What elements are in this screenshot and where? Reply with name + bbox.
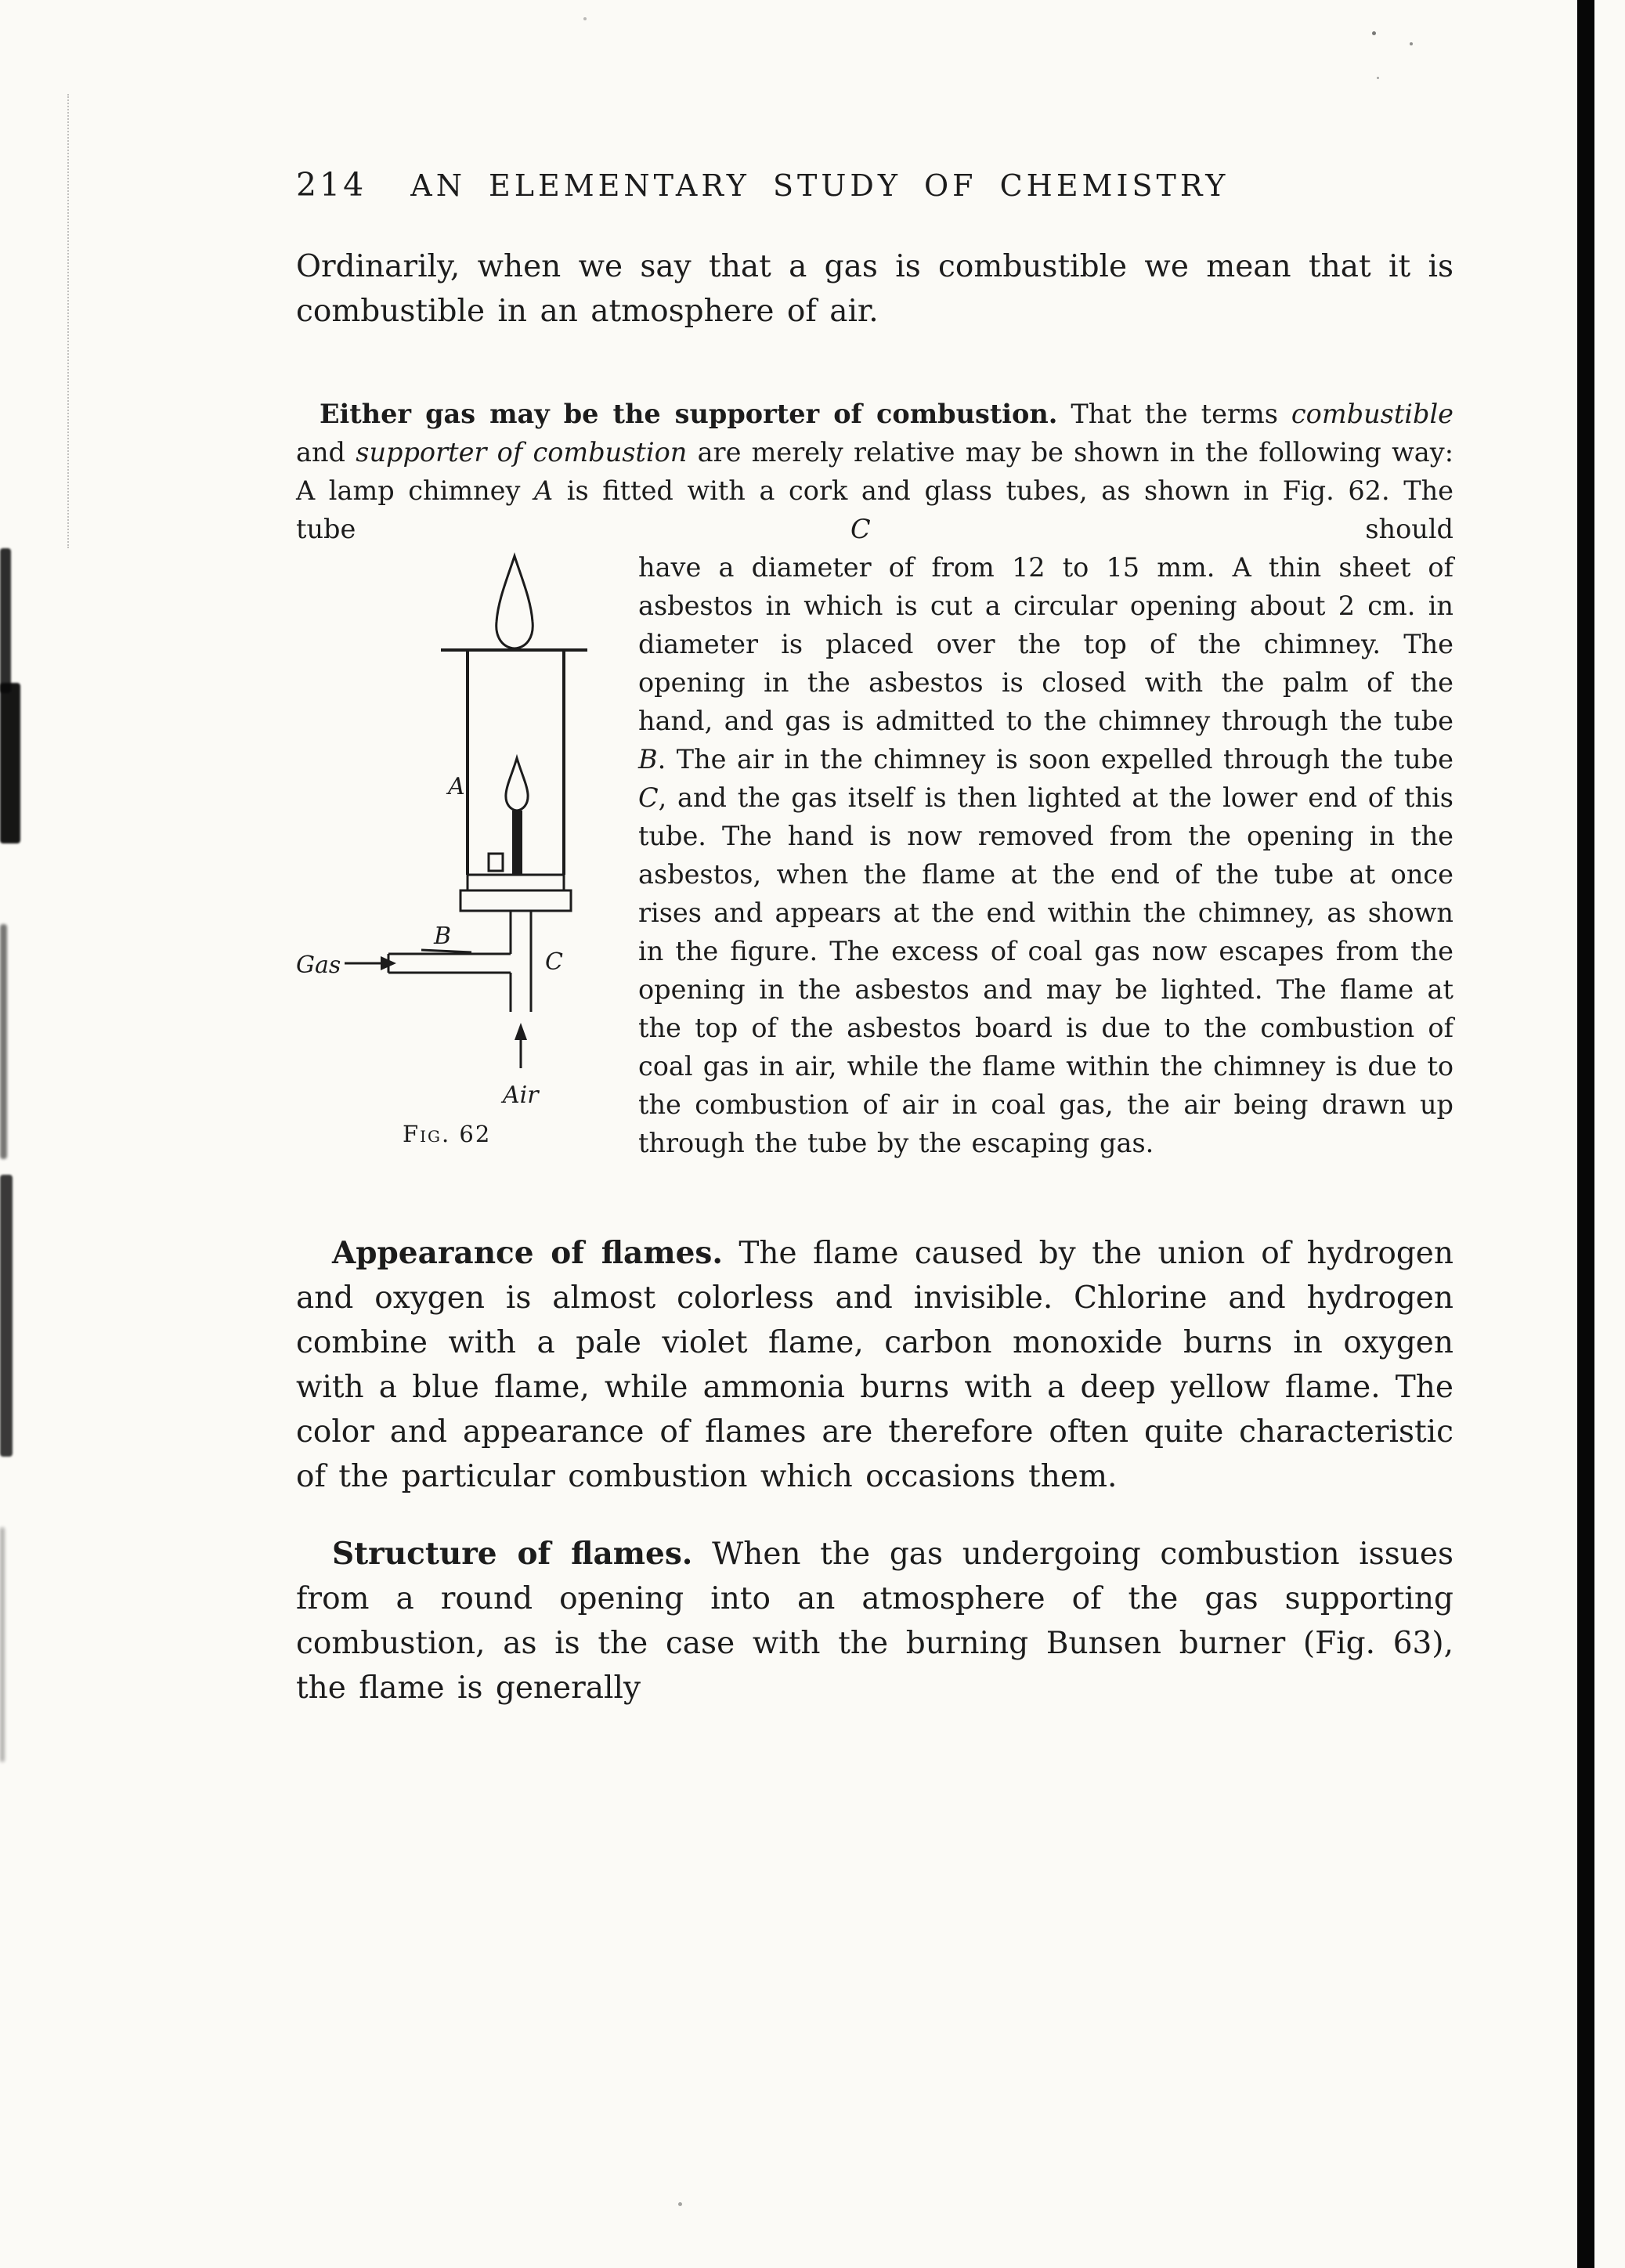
experiment-italic: C (638, 782, 659, 813)
scan-smudge (0, 683, 20, 843)
cork-band-bottom (460, 890, 571, 911)
scan-smudge (0, 1527, 5, 1762)
page-header (296, 166, 1453, 204)
experiment-text: have a diameter of from 12 to 15 mm. A thin sheet of asbestos in which is cut a circular opening about 2 cm. in diameter is placed over the top of the chimney. The opening in the asbestos is closed with the palm of the hand, and gas is admitted to the chimney through the tube (638, 552, 1453, 736)
experiment-text: should (870, 514, 1453, 544)
appearance-heading: Appearance of flames. (332, 1235, 723, 1271)
experiment-lead (296, 395, 1453, 548)
inner-tube (512, 811, 522, 876)
page-content (296, 166, 1453, 1710)
tube-collar (489, 854, 503, 871)
page-number: 214 (296, 166, 367, 204)
scan-speck (583, 17, 587, 20)
scan-smudge (0, 924, 7, 1159)
figure-air-label: Air (503, 1082, 539, 1109)
scan-speck (1372, 31, 1376, 35)
scan-smudge (0, 1175, 13, 1457)
air-arrow-head (515, 1023, 527, 1040)
experiment-wrap-block (296, 548, 1453, 1162)
experiment-italic: supporter of combustion (356, 437, 688, 468)
cork-band-top (468, 875, 564, 890)
experiment-text: , and the gas itself is then lighted at the lower end of this tube. The hand is now removed from the opening in the asbestos, when the flame at the end of the tube at once rises and appears at the end within the chimney, as shown in the figure. The excess of coal gas now escapes from the opening in the asbestos and may be lighted. The flame at the top of the asbestos board is due to the combustion of coal gas in air, while the flame within the chimney is due to the combustion of air in coal gas, the air being drawn up through the tube by the escaping gas. (638, 782, 1453, 1158)
figure-label-c: C (545, 948, 563, 976)
scan-speck (678, 2202, 682, 2206)
experiment-text: are merely relative may be shown in the following way: A lamp chimney (296, 437, 1453, 506)
figure-gas-label: Gas (296, 952, 341, 979)
paragraph-appearance (296, 1231, 1453, 1499)
experiment-text: and (296, 437, 356, 468)
experiment-italic: B (638, 744, 658, 775)
figure-62 (296, 550, 638, 1154)
structure-text: When the gas undergoing combustion issues from a round opening into an atmosphere of the gas supporting combustion, as is the case with the burning Bunsen burner (Fig. 63), the flame is generally (296, 1537, 1453, 1706)
structure-heading: Structure of flames. (332, 1536, 693, 1572)
scan-speck (1410, 42, 1413, 45)
scan-crease (67, 94, 69, 548)
inner-flame-icon (506, 758, 528, 811)
scan-gutter-bar (1577, 0, 1594, 2268)
outer-flame-icon (497, 556, 533, 648)
paragraph-experiment (296, 395, 1453, 1162)
paragraph-intro: Ordinarily, when we say that a gas is combustible we mean that it is combustible in an atmosphere of air. (296, 249, 1453, 329)
figure-62-drawing (296, 550, 638, 1154)
figure-label-a: A (448, 773, 465, 800)
experiment-italic: combustible (1291, 399, 1453, 429)
experiment-lead-bold: Either gas may be the supporter of combustion. (320, 399, 1058, 429)
scan-smudge (0, 548, 11, 693)
label-b-pointer (421, 950, 471, 952)
running-title: AN ELEMENTARY STUDY OF CHEMISTRY (410, 168, 1230, 203)
paragraph-structure (296, 1532, 1453, 1710)
experiment-text: is fitted with a cork and glass tubes, as shown in Fig. 62. The tube (296, 475, 1453, 544)
scan-speck (1377, 77, 1379, 79)
figure-label-b: B (434, 923, 452, 950)
experiment-italic: C (850, 514, 871, 544)
experiment-text: That the terms (1057, 399, 1291, 429)
appearance-text: The flame caused by the union of hydrogen and oxygen is almost colorless and invisible. Chlorine and hydrogen combine with a pale violet flame, carbon monoxide burns in oxygen with a blue flame, while ammonia burns with a deep yellow flame. The color and appearance of flames are therefore often quite characteristic of the particular combustion which occasions them. (296, 1236, 1454, 1494)
figure-caption: Fig. 62 (403, 1121, 492, 1147)
experiment-text: . The air in the chimney is soon expelled through the tube (657, 744, 1453, 775)
experiment-italic: A (534, 475, 554, 506)
